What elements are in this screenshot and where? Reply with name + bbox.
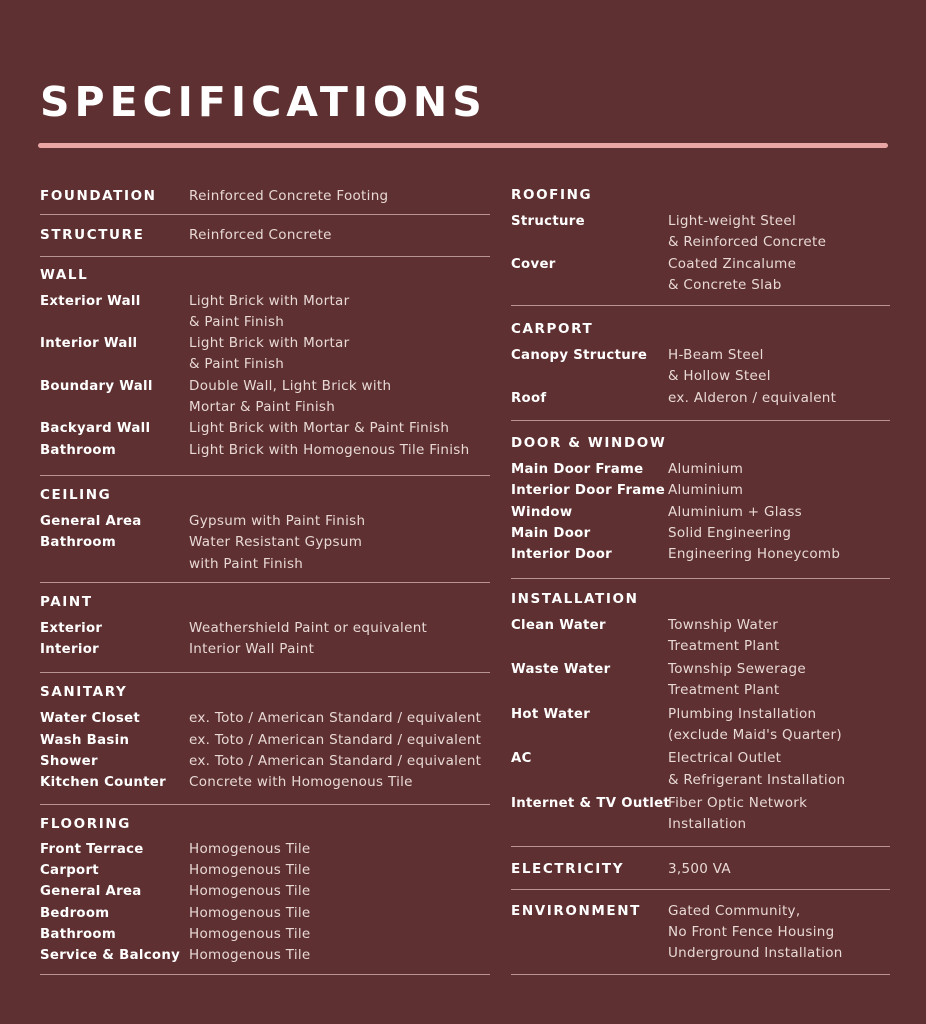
spec-row: [511, 659, 890, 702]
right-column: [511, 185, 890, 975]
spec-row: [511, 523, 890, 544]
spec-value: Reinforced Concrete: [189, 227, 332, 244]
section-heading: STRUCTURE: [40, 227, 145, 244]
spec-value: Homogenous Tile: [189, 904, 311, 921]
spec-value: Interior Wall Paint: [189, 641, 315, 658]
spec-row: [40, 945, 490, 966]
section-sanitary: [40, 673, 490, 804]
spec-label: AC: [511, 751, 532, 767]
spec-value: Light Brick with Mortar & Paint Finish: [189, 420, 450, 437]
section-carport: [511, 306, 890, 421]
section-electricity: [511, 847, 890, 890]
spec-label: Hot Water: [511, 706, 591, 722]
spec-row: [40, 924, 490, 945]
section-wall: [40, 257, 490, 476]
spec-value: Solid Engineering: [668, 524, 792, 541]
spec-value: Double Wall, Light Brick with Mortar & Paint Finish: [189, 377, 392, 416]
spec-label: Bathroom: [40, 535, 117, 551]
left-column: [40, 186, 490, 975]
spec-row: [511, 254, 890, 297]
page-title: SPECIFICATIONS: [40, 78, 487, 126]
spec-value: Homogenous Tile: [189, 883, 311, 900]
spec-value: Reinforced Concrete Footing: [189, 188, 389, 204]
spec-row: [40, 881, 490, 902]
spec-label: Wash Basin: [40, 732, 130, 748]
spec-label: Clean Water: [511, 617, 606, 633]
spec-row: [511, 211, 890, 254]
spec-row: [511, 480, 890, 501]
spec-value: Homogenous Tile: [189, 861, 311, 878]
spec-row: [40, 708, 490, 729]
spec-value: 3,500 VA: [668, 860, 731, 877]
spec-label: Bedroom: [40, 905, 110, 921]
spec-row: [40, 639, 490, 660]
spec-row: [40, 618, 490, 639]
spec-row: [511, 793, 890, 836]
spec-value: Coated Zincalume & Concrete Slab: [668, 255, 797, 293]
spec-label: Interior: [40, 642, 99, 658]
spec-row: [40, 772, 490, 793]
spec-label: Exterior Wall: [40, 293, 141, 309]
spec-label: General Area: [40, 513, 142, 529]
section-environment: [511, 890, 890, 975]
section-heading: ROOFING: [511, 187, 593, 203]
spec-value: ex. Toto / American Standard / equivalent: [189, 753, 482, 770]
spec-label: Bathroom: [40, 926, 117, 942]
section-heading: SANITARY: [40, 684, 128, 701]
spec-value: Light Brick with Mortar & Paint Finish: [189, 292, 350, 330]
spec-row: [40, 333, 490, 376]
spec-value: Light-weight Steel & Reinforced Concrete: [668, 213, 827, 251]
spec-value: ex. Alderon / equivalent: [668, 389, 837, 406]
spec-label: Roof: [511, 390, 547, 406]
spec-label: Interior Door: [511, 547, 612, 563]
spec-row: [40, 532, 490, 575]
spec-row: [40, 903, 490, 924]
spec-value: Engineering Honeycomb: [668, 546, 841, 563]
spec-label: Exterior: [40, 620, 103, 636]
spec-row: [40, 440, 490, 461]
spec-row: [511, 704, 890, 747]
section-paint: [40, 583, 490, 674]
spec-label: Shower: [40, 754, 98, 770]
section-structure: [40, 215, 490, 256]
section-foundation: [40, 186, 490, 215]
spec-value: Gated Community, No Front Fence Housing Underground Installation: [668, 902, 843, 962]
spec-label: Main Door: [511, 525, 591, 541]
section-heading: ELECTRICITY: [511, 860, 625, 877]
spec-label: General Area: [40, 884, 142, 900]
spec-value: Township Water Treatment Plant: [668, 616, 780, 654]
spec-row: [40, 511, 490, 532]
spec-value: Homogenous Tile: [189, 925, 311, 942]
spec-value: ex. Toto / American Standard / equivalent: [189, 731, 482, 748]
spec-value: Gypsum with Paint Finish: [189, 512, 366, 529]
spec-value: Electrical Outlet & Refrigerant Installation: [668, 750, 846, 788]
spec-row: [511, 615, 890, 658]
spec-label: Water Closet: [40, 711, 141, 727]
spec-label: Carport: [40, 862, 99, 878]
spec-value: Light Brick with Homogenous Tile Finish: [189, 441, 470, 458]
section-ceiling: [40, 476, 490, 583]
section-heading: INSTALLATION: [511, 590, 639, 607]
spec-row: [40, 291, 490, 334]
spec-row: [511, 502, 890, 523]
spec-row: [40, 376, 490, 419]
spec-row: [40, 839, 490, 860]
spec-row: [511, 388, 890, 409]
spec-row: [40, 751, 490, 772]
spec-label: Backyard Wall: [40, 421, 151, 437]
section-heading: CEILING: [40, 486, 112, 503]
spec-value: Water Resistant Gypsum with Paint Finish: [189, 534, 363, 572]
spec-row: [40, 730, 490, 751]
spec-label: Kitchen Counter: [40, 775, 166, 791]
section-heading: PAINT: [40, 593, 93, 610]
spec-row: [511, 459, 890, 480]
spec-value: Plumbing Installation (exclude Maid's Quarter): [668, 705, 842, 744]
spec-label: Front Terrace: [40, 841, 144, 857]
spec-row: [40, 418, 490, 439]
spec-value: Light Brick with Mortar & Paint Finish: [189, 335, 350, 373]
section-door-window: [511, 421, 890, 578]
section-flooring: [40, 805, 490, 976]
section-heading: FLOORING: [40, 815, 131, 832]
spec-value: Fiber Optic Network Installation: [668, 794, 808, 833]
spec-value: Township Sewerage Treatment Plant: [668, 661, 807, 699]
spec-value: H-Beam Steel & Hollow Steel: [668, 347, 771, 385]
spec-label: Interior Wall: [40, 336, 138, 352]
section-heading: WALL: [40, 266, 89, 283]
spec-label: Bathroom: [40, 442, 117, 458]
spec-label: Cover: [511, 256, 556, 272]
spec-label: Waste Water: [511, 662, 611, 678]
spec-row: [511, 544, 890, 565]
spec-label: Interior Door Frame: [511, 483, 666, 499]
spec-label: Main Door Frame: [511, 462, 644, 478]
spec-label: Internet & TV Outlet: [511, 795, 671, 811]
spec-label: Boundary Wall: [40, 378, 153, 394]
section-roofing: [511, 185, 890, 306]
section-heading: DOOR & WINDOW: [511, 435, 667, 452]
section-heading: CARPORT: [511, 321, 594, 338]
spec-value: Homogenous Tile: [189, 840, 311, 857]
spec-value: ex. Toto / American Standard / equivalent: [189, 710, 482, 727]
spec-value: Aluminium: [668, 482, 744, 499]
spec-value: Weathershield Paint or equivalent: [189, 619, 428, 636]
spec-row: [40, 860, 490, 881]
spec-value: Concrete with Homogenous Tile: [189, 774, 413, 791]
section-heading: ENVIRONMENT: [511, 902, 641, 919]
spec-label: Service & Balcony: [40, 948, 181, 964]
spec-row: [511, 748, 890, 791]
section-heading: FOUNDATION: [40, 188, 157, 205]
spec-label: Structure: [511, 214, 585, 229]
accent-divider: [38, 143, 888, 148]
section-installation: [511, 579, 890, 847]
spec-value: Aluminium: [668, 461, 744, 478]
spec-value: Homogenous Tile: [189, 947, 311, 964]
spec-row: [511, 345, 890, 388]
spec-value: Aluminium + Glass: [668, 503, 803, 520]
spec-label: Canopy Structure: [511, 348, 648, 364]
spec-label: Window: [511, 504, 573, 520]
